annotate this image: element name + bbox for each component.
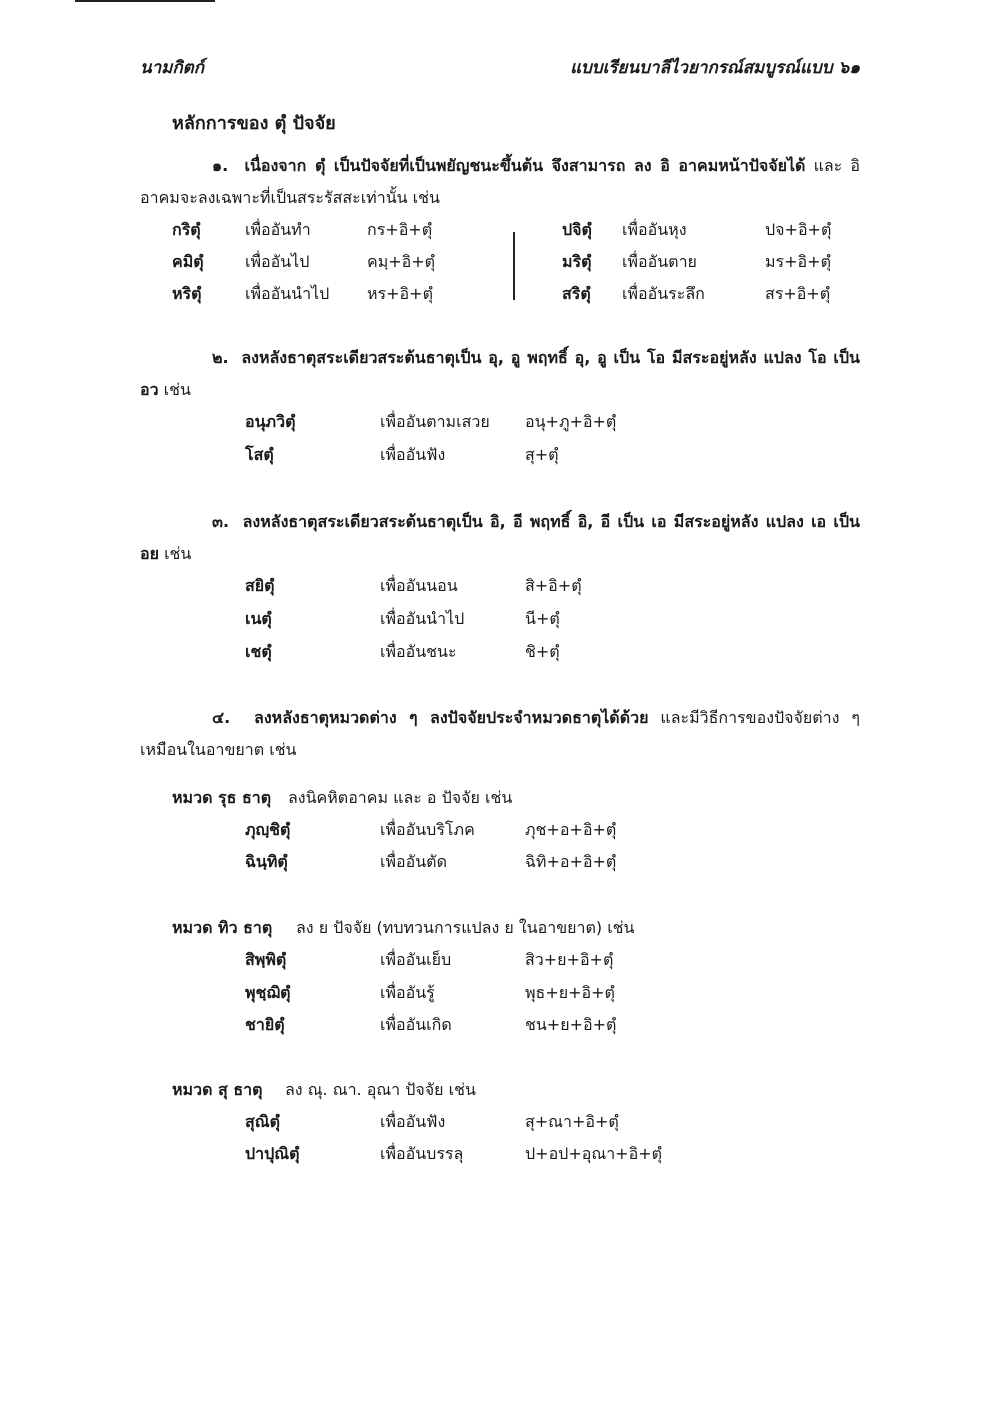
example-formula: นี+ตุํ — [525, 609, 560, 628]
example-word: ฉินฺทิตุํ — [245, 852, 288, 871]
example-formula: สิว+ย+อิ+ตุํ — [525, 950, 614, 969]
example-meaning: เพื่ออันชนะ — [380, 642, 457, 661]
example-word: หริตุํ — [172, 284, 202, 303]
running-header-right: แบบเรียนบาลีไวยากรณ์สมบูรณ์แบบ ๖๑ — [570, 58, 860, 78]
paragraph-3-number: ๓. — [212, 512, 230, 531]
example-formula: หร+อิ+ตุํ — [367, 284, 433, 303]
example-formula: อนุ+ภู+อิ+ตุํ — [525, 412, 617, 431]
example-meaning: เพื่ออันเย็บ — [380, 950, 452, 969]
example-formula: ชิ+ตุํ — [525, 642, 560, 661]
example-word: เชตุํ — [245, 642, 272, 661]
example-word: สริตุํ — [562, 284, 591, 303]
example-meaning: เพื่ออันนำไป — [245, 284, 330, 303]
group-description: ลง ณุ. ณา. อุณา ปัจจัย เช่น — [285, 1080, 476, 1099]
example-word: มริตุํ — [562, 252, 592, 271]
example-word: สุณิตุํ — [245, 1112, 280, 1131]
example-row — [0, 410, 1000, 440]
example-word: กริตุํ — [172, 220, 201, 239]
example-meaning: เพื่ออันฟัง — [380, 445, 446, 464]
example-meaning: เพื่ออันเกิด — [380, 1015, 452, 1034]
group-heading — [0, 916, 1000, 946]
example-row — [0, 443, 1000, 473]
example-formula: กร+อิ+ตุํ — [367, 220, 433, 239]
example-formula: ปจ+อิ+ตุํ — [765, 220, 832, 239]
example-meaning: เพื่ออันไป — [245, 252, 310, 271]
paragraph-3-text: เช่น — [158, 544, 192, 563]
paragraph-4-text: และมีวิธีการของปัจจัยต่าง ๆ เหมือนในอาขยาต เช่น — [140, 708, 861, 759]
example-word: ปาปุณิตุํ — [245, 1144, 300, 1163]
example-meaning: เพื่ออันตัด — [380, 852, 447, 871]
example-row — [0, 1013, 1000, 1043]
section-title: หลักการของ ตุํ ปัจจัย — [172, 113, 336, 134]
example-meaning: เพื่ออันระลึก — [622, 284, 705, 303]
example-row — [0, 218, 1000, 248]
group-label: หมวด รุธ ธาตุ — [172, 788, 272, 807]
example-row — [0, 1110, 1000, 1140]
example-word: ปจิตุํ — [562, 220, 592, 239]
paragraph-4-bold: ลงหลังธาตุหมวดต่าง ๆ ลงปัจจัยประจำหมวดธาตุได้ด้วย — [254, 708, 649, 727]
example-meaning: เพื่ออันรู้ — [380, 983, 435, 1002]
paragraph-4-number: ๔. — [212, 708, 231, 727]
example-word: เนตุํ — [245, 609, 272, 628]
example-row — [0, 250, 1000, 280]
example-word: พุชฺฌิตุํ — [245, 983, 291, 1002]
paragraph-2-number: ๒. — [212, 348, 229, 367]
example-row — [0, 640, 1000, 670]
example-meaning: เพื่ออันตามเสวย — [380, 412, 490, 431]
example-meaning: เพื่ออันนอน — [380, 576, 458, 595]
group-heading — [0, 786, 1000, 816]
example-word: คมิตุํ — [172, 252, 204, 271]
example-row — [0, 1142, 1000, 1172]
paragraph-1 — [140, 150, 860, 214]
example-row — [0, 607, 1000, 637]
example-formula: ภุช+อ+อิ+ตุํ — [525, 820, 617, 839]
example-meaning: เพื่ออันทำ — [245, 220, 311, 239]
example-formula: สุ+ตุํ — [525, 445, 559, 464]
example-word: โสตุํ — [245, 445, 274, 464]
example-word: สยิตุํ — [245, 576, 275, 595]
paragraph-1-number: ๑. — [212, 156, 229, 175]
group-description: ลงนิคหิตอาคม และ อ ปัจจัย เช่น — [288, 788, 513, 807]
example-formula: มร+อิ+ตุํ — [765, 252, 831, 271]
paragraph-2-text: เช่น — [158, 380, 191, 399]
example-formula: สิ+อิ+ตุํ — [525, 576, 582, 595]
example-formula: ฉิทิ+อ+อิ+ตุํ — [525, 852, 617, 871]
example-word: สิพฺพิตุํ — [245, 950, 287, 969]
example-formula: ชน+ย+อิ+ตุํ — [525, 1015, 617, 1034]
example-word: ชายิตุํ — [245, 1015, 285, 1034]
example-row — [0, 981, 1000, 1011]
paragraph-2 — [140, 342, 860, 406]
paragraph-2-bold: ลงหลังธาตุสระเดียวสระต้นธาตุเป็น อุ, อู พฤทธิ์ อุ, อู เป็น โอ มีสระอยู่หลัง แปลง โอ เป็น อว — [140, 348, 860, 399]
example-meaning: เพื่ออันนำไป — [380, 609, 465, 628]
example-formula: ป+อป+อุณา+อิ+ตุํ — [525, 1144, 662, 1163]
example-meaning: เพื่ออันตาย — [622, 252, 697, 271]
group-label: หมวด สุ ธาตุ — [172, 1080, 263, 1099]
example-word: ภุญฺชิตุํ — [245, 820, 291, 839]
example-row — [0, 818, 1000, 848]
group-label: หมวด ทิว ธาตุ — [172, 918, 273, 937]
column-divider — [513, 232, 515, 300]
example-meaning: เพื่ออันบรรลุ — [380, 1144, 464, 1163]
example-meaning: เพื่ออันหุง — [622, 220, 687, 239]
example-formula: คมฺ+อิ+ตุํ — [367, 252, 436, 271]
group-description: ลง ย ปัจจัย (ทบทวนการแปลง ย ในอาขยาต) เช่น — [296, 918, 635, 937]
example-formula: สร+อิ+ตุํ — [765, 284, 831, 303]
group-heading — [0, 1078, 1000, 1108]
example-formula: สุ+ณา+อิ+ตุํ — [525, 1112, 619, 1131]
paragraph-1-bold: เนื่องจาก ตุํ เป็นปัจจัยที่เป็นพยัญชนะขึ้นต้น จึงสามารถ ลง อิ อาคมหน้าปัจจัยได้ — [244, 156, 806, 175]
example-formula: พุธ+ย+อิ+ตุํ — [525, 983, 615, 1002]
example-row — [0, 850, 1000, 880]
top-rule — [75, 0, 215, 2]
example-word: อนุภวิตุํ — [245, 412, 296, 431]
example-meaning: เพื่ออันบริโภค — [380, 820, 475, 839]
paragraph-3 — [140, 506, 860, 570]
paragraph-1-text: และ อิ อาคมจะลงเฉพาะที่เป็นสระรัสสะเท่านั้น เช่น — [140, 156, 861, 207]
example-meaning: เพื่ออันฟัง — [380, 1112, 446, 1131]
running-header-left: นามกิตก์ — [140, 58, 204, 78]
paragraph-4 — [140, 702, 860, 766]
example-row — [0, 574, 1000, 604]
paragraph-3-bold: ลงหลังธาตุสระเดียวสระต้นธาตุเป็น อิ, อี พฤทธิ์ อิ, อี เป็น เอ มีสระอยู่หลัง แปลง เอ เป็น อย — [140, 512, 860, 563]
example-row — [0, 948, 1000, 978]
example-row — [0, 282, 1000, 312]
